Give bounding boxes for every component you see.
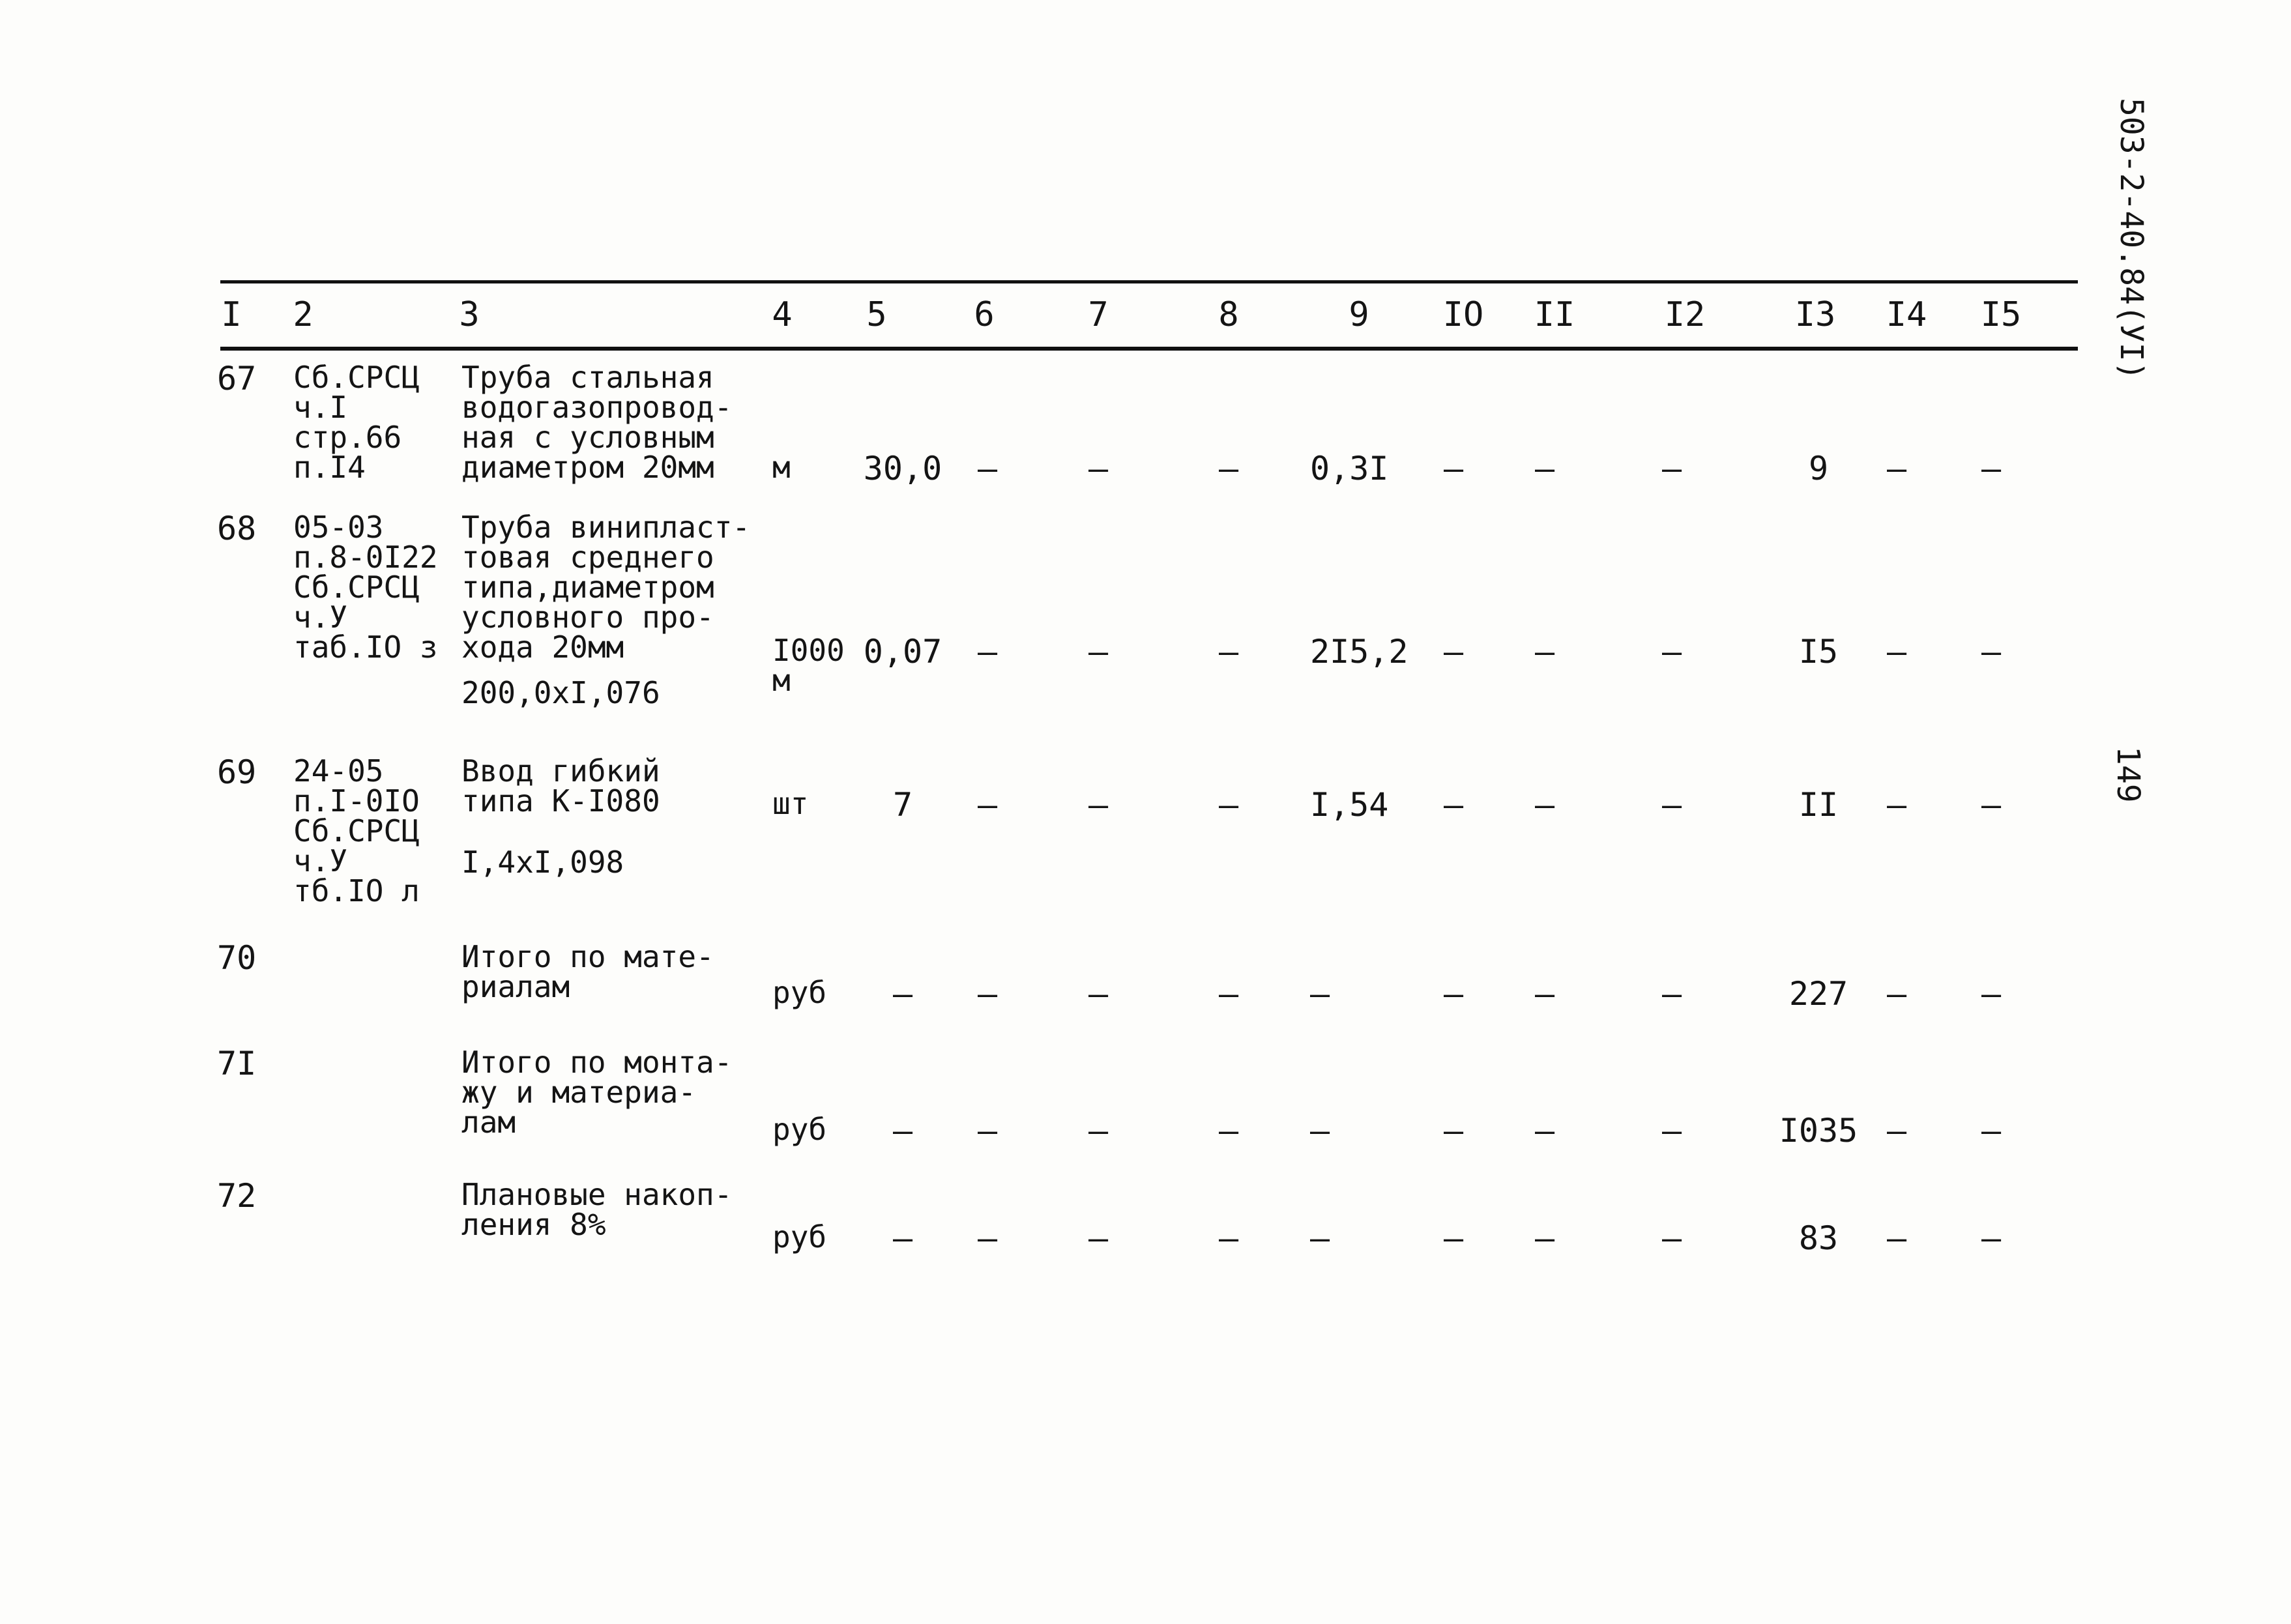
- column-header-11: II: [1534, 295, 1575, 334]
- value-cell-11: –: [1534, 1219, 1555, 1257]
- value-cell-9: –: [1310, 1112, 1330, 1150]
- value-cell-9: 0,3I: [1310, 450, 1389, 487]
- unit-line: I000: [772, 633, 845, 668]
- description-cell: [461, 360, 733, 485]
- column-header-10: IO: [1442, 295, 1484, 334]
- unit-line: руб: [772, 975, 827, 1010]
- page-number: 149: [2110, 746, 2146, 803]
- value-cell-5: –: [892, 1112, 913, 1150]
- value-cell-11: –: [1534, 450, 1555, 487]
- reference-cell: [293, 510, 438, 665]
- value-cell-7: –: [1088, 633, 1109, 671]
- unit-cell: [772, 1112, 827, 1147]
- value-cell-13: 83: [1798, 1219, 1839, 1257]
- row-number: 72: [217, 1177, 257, 1215]
- value-cell-15: –: [1981, 786, 2002, 824]
- column-header-12: I2: [1664, 295, 1706, 334]
- quantity-calculation: 200,0xI,076: [461, 675, 660, 710]
- description-line: риалам: [461, 969, 570, 1004]
- column-header-6: 6: [974, 295, 995, 334]
- value-cell-5: –: [892, 1219, 913, 1257]
- value-cell-5: 0,07: [863, 633, 942, 671]
- unit-cell: [772, 786, 809, 821]
- value-cell-6: –: [977, 786, 998, 824]
- value-cell-14: –: [1886, 786, 1907, 824]
- value-cell-6: –: [977, 975, 998, 1013]
- value-cell-11: –: [1534, 786, 1555, 824]
- description-line: ления 8%: [461, 1207, 606, 1242]
- value-cell-11: –: [1534, 633, 1555, 671]
- reference-cell: [293, 753, 420, 908]
- table-top-rule: [220, 280, 2078, 283]
- description-line: Итого по монта-: [461, 1045, 733, 1080]
- reference-line: ч.I: [293, 390, 348, 425]
- value-cell-10: –: [1443, 1219, 1464, 1257]
- reference-line: Сб.СРСЦ: [293, 360, 420, 395]
- unit-line: м: [772, 663, 791, 698]
- description-cell: [461, 1177, 733, 1242]
- value-cell-9: –: [1310, 975, 1330, 1013]
- description-line: Итого по мате-: [461, 939, 714, 974]
- value-cell-13: 227: [1788, 975, 1848, 1013]
- description-cell: [461, 1045, 733, 1140]
- value-cell-8: –: [1218, 786, 1239, 824]
- value-cell-7: –: [1088, 1112, 1109, 1150]
- value-cell-9: I,54: [1310, 786, 1389, 824]
- value-cell-12: –: [1661, 450, 1682, 487]
- column-header-2: 2: [293, 295, 314, 334]
- value-cell-10: –: [1443, 975, 1464, 1013]
- column-header-14: I4: [1886, 295, 1927, 334]
- description-line: условного про-: [461, 600, 714, 635]
- value-cell-14: –: [1886, 975, 1907, 1013]
- value-cell-9: 2I5,2: [1310, 633, 1408, 671]
- value-cell-8: –: [1218, 975, 1239, 1013]
- value-cell-14: –: [1886, 1219, 1907, 1257]
- reference-line: тб.IO л: [293, 873, 420, 908]
- value-cell-12: –: [1661, 633, 1682, 671]
- description-line: хода 20мм: [461, 630, 624, 665]
- description-cell: [461, 753, 660, 819]
- column-header-1: I: [221, 295, 242, 334]
- value-cell-6: –: [977, 1112, 998, 1150]
- description-line: Труба винипласт-: [461, 510, 751, 545]
- table-header-rule: [220, 347, 2078, 351]
- unit-line: руб: [772, 1112, 827, 1147]
- value-cell-15: –: [1981, 1112, 2002, 1150]
- description-line: лам: [461, 1105, 516, 1140]
- unit-cell: [772, 975, 827, 1010]
- unit-cell: [772, 450, 791, 485]
- value-cell-12: –: [1661, 1112, 1682, 1150]
- value-cell-9: –: [1310, 1219, 1330, 1257]
- row-number: 67: [217, 360, 257, 398]
- reference-line: 05-03: [293, 510, 384, 545]
- value-cell-7: –: [1088, 786, 1109, 824]
- description-line: Ввод гибкий: [461, 753, 660, 789]
- value-cell-6: –: [977, 633, 998, 671]
- reference-cell: [293, 360, 420, 485]
- value-cell-14: –: [1886, 633, 1907, 671]
- value-cell-8: –: [1218, 633, 1239, 671]
- value-cell-7: –: [1088, 1219, 1109, 1257]
- description-line: товая среднего: [461, 540, 714, 575]
- value-cell-8: –: [1218, 1219, 1239, 1257]
- value-cell-12: –: [1661, 975, 1682, 1013]
- column-header-8: 8: [1218, 295, 1239, 334]
- reference-line: таб.IO з: [293, 630, 438, 665]
- description-line: Плановые накоп-: [461, 1177, 733, 1212]
- value-cell-15: –: [1981, 450, 2002, 487]
- description-line: жу и материа-: [461, 1075, 697, 1110]
- value-cell-11: –: [1534, 1112, 1555, 1150]
- column-header-7: 7: [1088, 295, 1109, 334]
- value-cell-8: –: [1218, 1112, 1239, 1150]
- reference-line: п.I4: [293, 450, 366, 485]
- document-code: 503-2-40.84(УI): [2113, 98, 2150, 381]
- quantity-calculation: I,4xI,098: [461, 845, 624, 880]
- reference-line: п.I-0IO: [293, 783, 420, 819]
- reference-line: ч.У: [293, 600, 348, 635]
- reference-line: ч.У: [293, 843, 348, 878]
- value-cell-13: II: [1798, 786, 1839, 824]
- value-cell-6: –: [977, 1219, 998, 1257]
- value-cell-10: –: [1443, 633, 1464, 671]
- description-cell: [461, 510, 751, 665]
- column-header-3: 3: [459, 295, 480, 334]
- value-cell-15: –: [1981, 975, 2002, 1013]
- value-cell-11: –: [1534, 975, 1555, 1013]
- value-cell-10: –: [1443, 1112, 1464, 1150]
- value-cell-15: –: [1981, 633, 2002, 671]
- value-cell-14: –: [1886, 450, 1907, 487]
- value-cell-6: –: [977, 450, 998, 487]
- unit-line: шт: [772, 786, 809, 821]
- unit-cell: [772, 633, 845, 698]
- column-header-13: I3: [1794, 295, 1836, 334]
- column-header-4: 4: [772, 295, 793, 334]
- unit-cell: [772, 1219, 827, 1254]
- reference-line: Сб.СРСЦ: [293, 570, 420, 605]
- reference-line: стр.66: [293, 420, 402, 455]
- row-number: 69: [217, 753, 257, 791]
- description-cell: [461, 939, 714, 1004]
- description-line: водогазопровод-: [461, 390, 733, 425]
- description-line: типа К-I080: [461, 783, 660, 819]
- value-cell-7: –: [1088, 975, 1109, 1013]
- value-cell-10: –: [1443, 786, 1464, 824]
- value-cell-10: –: [1443, 450, 1464, 487]
- description-line: типа,диаметром: [461, 570, 714, 605]
- unit-line: руб: [772, 1219, 827, 1254]
- value-cell-13: I5: [1798, 633, 1839, 671]
- value-cell-12: –: [1661, 1219, 1682, 1257]
- column-header-5: 5: [866, 295, 887, 334]
- row-number: 7I: [217, 1045, 257, 1082]
- description-line: Труба стальная: [461, 360, 714, 395]
- reference-line: Сб.СРСЦ: [293, 813, 420, 848]
- value-cell-5: 7: [892, 786, 913, 824]
- row-number: 68: [217, 510, 257, 547]
- description-line: диаметром 20мм: [461, 450, 714, 485]
- unit-line: м: [772, 450, 791, 485]
- value-cell-5: 30,0: [863, 450, 942, 487]
- value-cell-7: –: [1088, 450, 1109, 487]
- reference-line: 24-05: [293, 753, 384, 789]
- value-cell-12: –: [1661, 786, 1682, 824]
- value-cell-15: –: [1981, 1219, 2002, 1257]
- reference-line: п.8-0I22: [293, 540, 438, 575]
- value-cell-5: –: [892, 975, 913, 1013]
- value-cell-13: 9: [1808, 450, 1829, 487]
- value-cell-8: –: [1218, 450, 1239, 487]
- description-line: ная с условным: [461, 420, 714, 455]
- column-header-9: 9: [1349, 295, 1369, 334]
- value-cell-14: –: [1886, 1112, 1907, 1150]
- value-cell-13: I035: [1779, 1112, 1858, 1150]
- row-number: 70: [217, 939, 257, 977]
- column-header-15: I5: [1980, 295, 2022, 334]
